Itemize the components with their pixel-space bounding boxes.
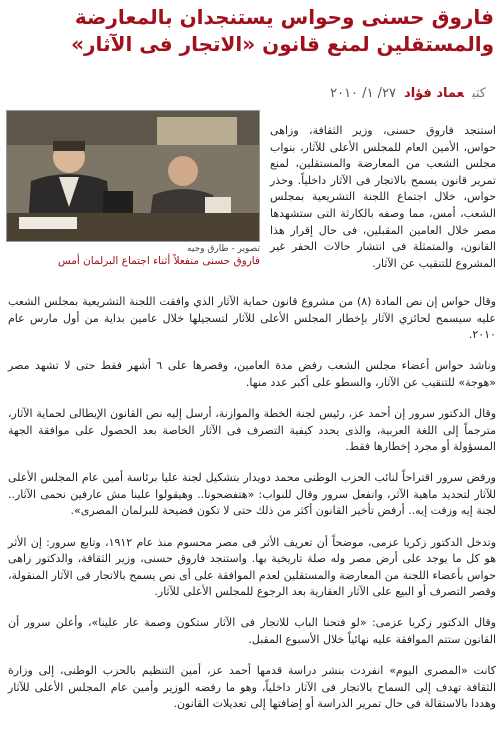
article-paragraph: وقال الدكتور زكريا عزمى: «لو فتحنا الباب للاتجار فى الآثار ستكون وصمة عار علينا»، وأعلن سرور أن القانون ستتم الموافقة عليه نهائياً خلال الأسبوع المقبل. (8, 616, 496, 646)
article-paragraph: كانت «المصرى اليوم» انفردت بنشر دراسة قدمها أحمد عز، أمين التنظيم بالحزب الوطنى، إلى وزارة الثقافة تهدف إلى السماح بالاتجار فى الآثار داخلياً، وهو ما رفضه الوزير وأمين عام المجلس الأعلى للآثار وهددا بالاستقالة فى حال تمرير الدراسة أو إضافتها إلى تعديلات القانون. (8, 664, 496, 711)
byline-label: كتب (471, 86, 486, 101)
photo-caption: فاروق حسنى منفعلاً أثناء اجتماع البرلمان أمس (57, 255, 260, 267)
article-paragraph: وتدخل الدكتور زكريا عزمى، موضحاً أن تعريف الأثر فى مصر محسوم منذ عام ١٩١٢، وتابع سرور: إن الأثر هو كل ما يوجد على أرض مصر وله صلة تاريخية بها. واستنجد فاروق حسنى، وزير الثقافة، والدكتور زاهى حواس بأعضاء اللجنة من المعارضة والمستقلين لعدم الموافقة على أى نص يسمح بالاتجار فى الآثار المنقولة، وقصر التصرف أو البيع على الآثار العقارية بعد الرجوع للمجلس الأعلى للآثار. (8, 535, 497, 599)
article-paragraph: ورفض سرور اقتراحاً لنائب الحزب الوطنى محمد دويدار بتشكيل لجنة عليا برئاسة أمين عام المجلس الأعلى للآثار لتحديد ماهية الآثر، وانفعل سرور وقال للنواب: «هتفضحونا.. وهيقولوا علينا مش عارفين نحمى الآثار.. لجنة إيه وزفت إيه.. أرفض تأخير القانون أكثر من ذلك حتى لا تكون فضيحة للبرلمان المصرى». (8, 471, 496, 518)
article-photo (6, 110, 260, 242)
byline-date: ٢٧/ ١/ ٢٠١٠ (330, 86, 397, 101)
article-paragraph: وقال الدكتور سرور إن أحمد عز، رئيس لجنة الخطة والموازنة، أرسل إليه نص القانون الإيطالى لحماية الآثار، مترجماً إلى اللغة العربية، والذى يحدد كيفية التصرف فى الآثار الخاصة بعد الحصول على موافقة الجهة المسؤولة أو مجرد إخطارها فقط. (8, 406, 496, 454)
photo-credit: تصوير - طارق وجيه (187, 244, 260, 254)
article-lead-paragraph: استنجد فاروق حسنى، وزير الثقافة، وزاهى حواس، الأمين العام للمجلس الأعلى للآثار، بنواب مجلس الشعب من المعارضة والمستقلين، لمنع تمرير قانون يسمح بالاتجار فى الآثار داخلياً. وحذر حواس، خلال اجتماع اللجنة التشريعية بمجلس الشعب، أمس، مما وصفه بالكارثة التى ستشهدها مصر خلال العامين المقبلين، فى حال إقرار هذا القانون، والمتمثلة فى انتشار حالات الحفر غير المشروع للتنقيب عن الآثار. (270, 124, 496, 270)
article-headline: فاروق حسنى وحواس يستنجدان بالمعارضة والمستقلين لمنع قانون «الاتجار فى الآثار» (71, 5, 494, 56)
article-photo-block (8, 110, 260, 267)
article-paragraph: وقال حواس إن نص المادة (٨) من مشروع قانون حماية الآثار الذي وافقت اللجنة التشريعية بمجلس الشعب عليه سيسمح لحائزي الآثار بإخطار المجلس الأعلى للآثار لتسجيلها خلال عامين بداية من أول مارس عام ٢٠١٠. (8, 295, 496, 342)
byline-author[interactable]: عماد فؤاد (404, 86, 464, 101)
article-body (8, 294, 496, 727)
article-paragraph: وناشد حواس أعضاء مجلس الشعب رفض مدة العامين، وقصرها على ٦ أشهر فقط حتى لا تشهد مصر «هوجة» للتنقيب عن الآثار، والسطو على أكبر عدد منها. (8, 359, 497, 389)
byline (330, 86, 486, 101)
